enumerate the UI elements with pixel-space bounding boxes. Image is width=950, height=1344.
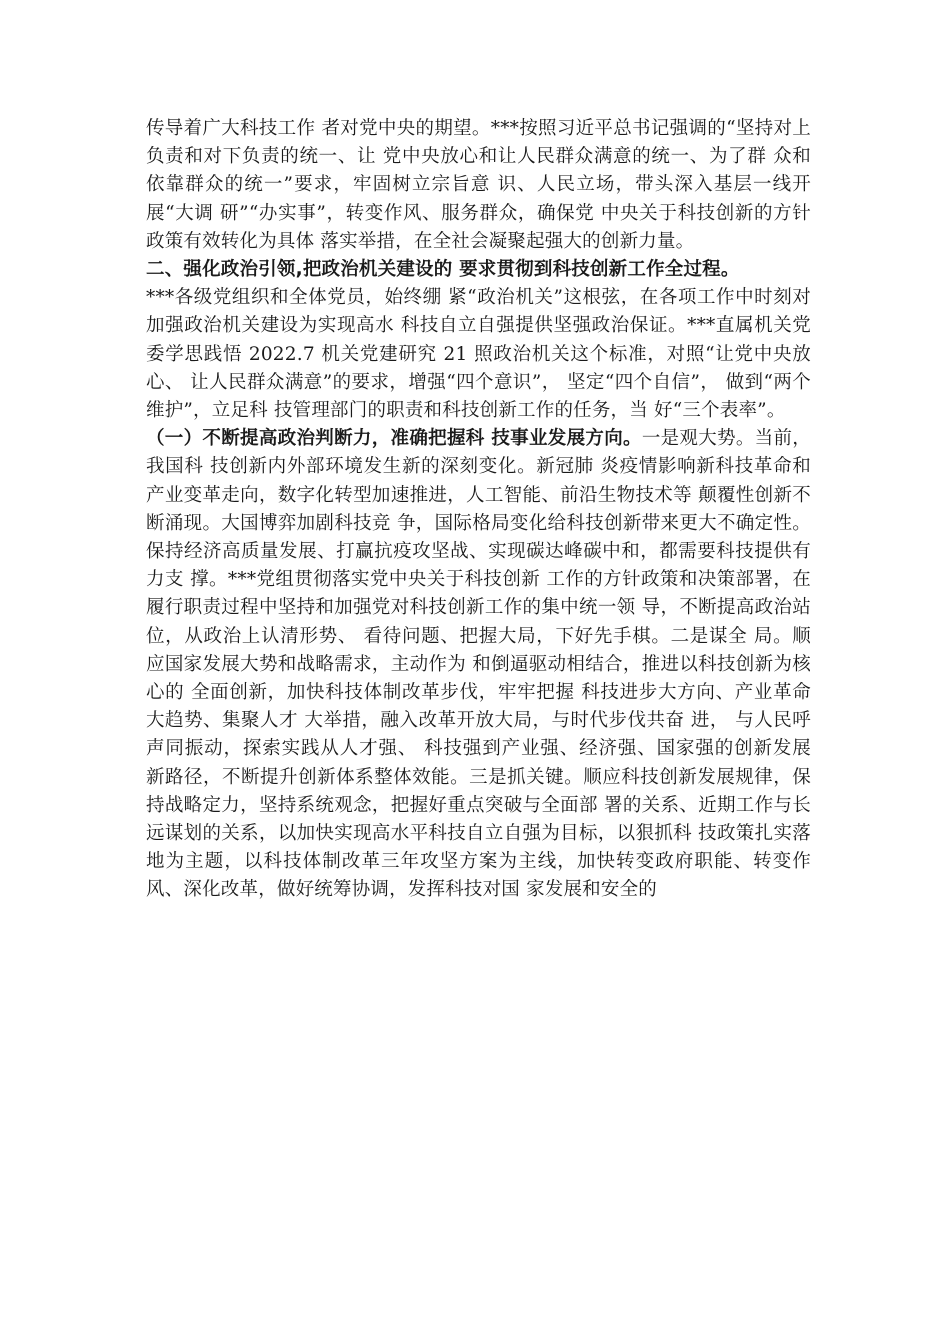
subsection-1-body: 一是观大势。当前，我国科 技创新内外部环境发生新的深刻变化。新冠肺 炎疫情影响新科技革命和产业变革走向，数字化转型加速推进，人工智能、前沿生物技术等 颠覆性创新不断涌现。大国博弈加剧科技竞 争，国际格局变化给科技创新带来更大不确定性。保持经济高质量发展、打赢抗疫攻坚战、实现碳达峰碳中和，都需要科技提供有力支 撑。***党组贯彻落实党中央关于科技创新 工作的方针政策和决策部署，在履行职责过程中坚持和加强党对科技创新工作的集中统一领 导，不断提高政治站位，从政治上认清形势、 看待问题、把握大局，下好先手棋。二是谋全 局。顺应国家发展大势和战略需求，主动作为 和倒逼驱动相结合，推进以科技创新为核心的 全面创新，加快科技体制改革步伐，牢牢把握 科技进步大方向、产业革命大趋势、集聚人才 大举措，融入改革开放大局，与时代步伐共奋 进， 与人民呼声同振动，探索实践从人才强、 科技强到产业强、经济强、国家强的创新发展 新路径，不断提升创新体系整体效能。三是抓关键。顺应科技创新发展规律，保持战略定力，坚持系统观念，把握好重点突破与全面部 署的关系、近期工作与长远谋划的关系，以加快实现高水平科技自立自强为目标，以狠抓科 技政策扎实落地为主题，以科技体制改革三年攻坚方案为主线，加快转变政府职能、转变作风、深化改革，做好统筹协调，发挥科技对国 家发展和安全的 bbox=[146, 428, 811, 901]
paragraph-2: ***各级党组织和全体党员，始终绷 紧“政治机关”这根弦，在各项工作中时刻对加强政治机关建设为实现高水 科技自立自强提供坚强政治保证。***直属机关党委学思践悟 2022.7 机关党建研究 21 照政治机关这个标准，对照“让党中央放心、 让人民群众满意”的要求，增强“四个意识”， 坚定“四个自信”， 做到“两个维护”，立足科 技管理部门的职责和科技创新工作的任务，当 好“三个表率”。 bbox=[146, 287, 811, 422]
document-body bbox=[146, 115, 811, 905]
subsection-1-lead: （一）不断提高政治判断力，准确把握科 技事业发展方向。 bbox=[146, 428, 642, 450]
paragraph-1: 传导着广大科技工作 者对党中央的期望。***按照习近平总书记强调的“坚持对上负责和对下负责的统一、让 党中央放心和让人民群众满意的统一、为了群 众和依靠群众的统一”要求，牢固树立宗旨意 识、人民立场，带头深入基层一线开展“大调 研”“办实事”，转变作风、服务群众，确保党 中央关于科技创新的方针政策有效转化为具体 落实举措，在全社会凝聚起强大的创新力量。 bbox=[146, 118, 811, 252]
subsection-1 bbox=[146, 425, 811, 904]
section-heading-2: 二、强化政治引领,把政治机关建设的 要求贯彻到科技创新工作全过程。 bbox=[146, 259, 740, 281]
